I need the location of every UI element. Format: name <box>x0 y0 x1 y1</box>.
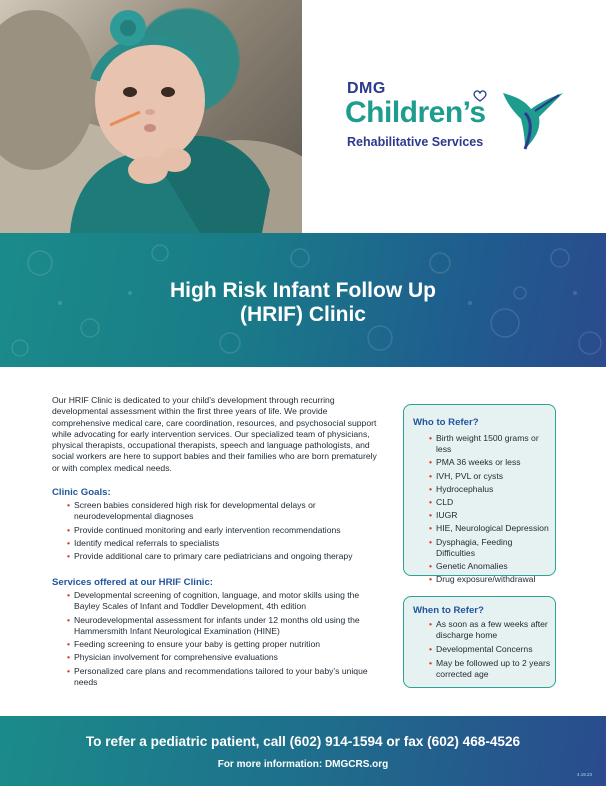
list-item: • Hydrocephalus <box>430 484 552 495</box>
list-item: • Neurodevelopmental assessment for infants under 12 months old using the Hammersmith Infant Neurological Examination (HINE) <box>68 615 368 638</box>
page-title-line2: (HRIF) Clinic <box>240 303 366 326</box>
document-code: 4.19.23 <box>576 772 592 777</box>
logo-childrens-text: Children’s <box>345 96 486 129</box>
list-item: • Personalized care plans and recommendations tailored to your baby’s unique needs <box>68 666 368 689</box>
more-info-link[interactable]: For more information: DMGCRS.org <box>217 759 389 770</box>
dmg-logo[interactable] <box>345 80 575 160</box>
list-item: • Provide continued monitoring and early intervention recommendations <box>68 525 384 536</box>
list-item: • Identify medical referrals to specialists <box>68 538 384 549</box>
list-item: • Feeding screening to ensure your baby is getting proper nutrition <box>68 639 368 650</box>
when-to-refer-list <box>430 619 552 683</box>
infant-photo <box>0 0 302 233</box>
logo-rehab-text: Rehabilitative Services <box>347 135 484 149</box>
list-item: • Drug exposure/withdrawal <box>430 574 552 585</box>
when-to-refer-heading: When to Refer? <box>413 605 484 616</box>
list-item: • CLD <box>430 497 552 508</box>
list-item: • Birth weight 1500 grams or less <box>430 433 552 456</box>
page-title-line1: High Risk Infant Follow Up <box>170 279 436 302</box>
logo-dmg-text: DMG <box>347 80 386 97</box>
who-to-refer-heading: Who to Refer? <box>413 417 479 428</box>
clinic-goals-list <box>68 500 384 564</box>
list-item: • Dysphagia, Feeding Difficulties <box>430 537 552 560</box>
list-item: • Genetic Anomalies <box>430 561 552 572</box>
footer-banner <box>0 716 606 786</box>
list-item: • HIE, Neurological Depression <box>430 523 552 534</box>
list-item: • IVH, PVL or cysts <box>430 471 552 482</box>
list-item: • May be followed up to 2 years corrected age <box>430 658 552 681</box>
who-to-refer-list <box>430 433 552 587</box>
when-to-refer-box <box>403 596 556 688</box>
services-list <box>68 590 368 690</box>
list-item: • As soon as a few weeks after discharge home <box>430 619 552 642</box>
intro-paragraph: Our HRIF Clinic is dedicated to your child’s development through recurring developmental assessment within the first three years of life. We provide comprehensive medical care, care coordination, resources, and psychosocial support while advocating for early intervention services. Our specialized team of physicians, physical therapists, occupational therapists, speech and language pathologists, and social workers are here to support babies and their families who are born prematurely or with complex medical needs. <box>52 395 377 473</box>
list-item: • Physician involvement for comprehensive evaluations <box>68 652 368 663</box>
clinic-goals-heading: Clinic Goals: <box>52 487 111 498</box>
list-item: • Developmental Concerns <box>430 644 552 655</box>
hummingbird-icon <box>495 83 565 153</box>
list-item: • Developmental screening of cognition, language, and motor skills using the Bayley Scales of Infant and Toddler Development, 4th edition <box>68 590 368 613</box>
services-heading: Services offered at our HRIF Clinic: <box>52 577 213 588</box>
list-item: • PMA 36 weeks or less <box>430 457 552 468</box>
referral-contact[interactable]: To refer a pediatric patient, call (602) 914-1594 or fax (602) 468-4526 <box>85 734 521 749</box>
page-title <box>0 279 606 327</box>
who-to-refer-box <box>403 404 556 585</box>
list-item: • Provide additional care to primary care pediatricians and ongoing therapy <box>68 551 384 562</box>
heart-icon <box>473 90 487 102</box>
title-banner <box>0 233 606 367</box>
list-item: • IUGR <box>430 510 552 521</box>
list-item: • Screen babies considered high risk for developmental delays or neurodevelopmental diagnoses <box>68 500 384 523</box>
